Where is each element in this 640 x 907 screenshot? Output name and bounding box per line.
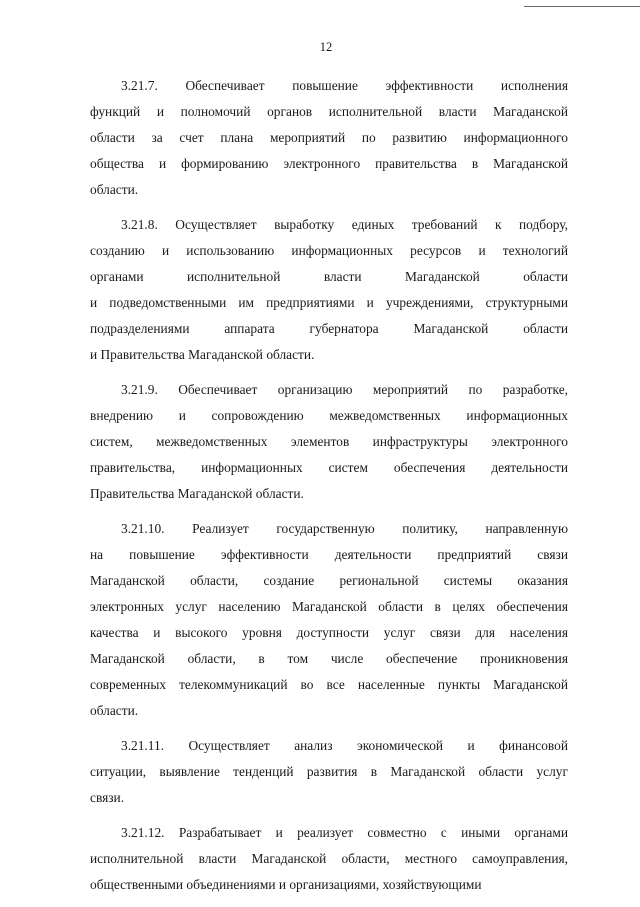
text-line: подразделениями аппарата губернатора Магаданской области — [90, 321, 568, 336]
document-body — [90, 73, 568, 907]
text-line: качества и высокого уровня доступности услуг связи для населения — [90, 625, 568, 640]
text-line: и подведомственными им предприятиями и учреждениями, структурными — [90, 295, 568, 310]
text-line: Магаданской области, создание региональной системы оказания — [90, 573, 568, 588]
page-number: 12 — [319, 40, 333, 54]
text-line: исполнительной власти Магаданской области, местного самоуправления, — [90, 851, 568, 866]
text-line: 3.21.10. Реализует государственную политику, направленную — [121, 521, 568, 536]
text-line: правительства, информационных систем обеспечения деятельности — [90, 460, 568, 475]
text-line: общества и формированию электронного правительства в Магаданской — [90, 156, 568, 171]
text-line: ситуации, выявление тенденций развития в Магаданской области услуг — [90, 764, 568, 779]
paragraph — [90, 212, 568, 368]
text-line: на повышение эффективности деятельности предприятий связи — [90, 547, 568, 562]
text-line: созданию и использованию информационных ресурсов и технологий — [90, 243, 568, 258]
text-line: 3.21.7. Обеспечивает повышение эффективности исполнения — [121, 78, 568, 93]
top-edge-rule — [524, 6, 640, 7]
paragraph — [90, 377, 568, 507]
text-line: области за счет плана мероприятий по развитию информационного — [90, 130, 568, 145]
text-line: Магаданской области, в том числе обеспечение проникновения — [90, 651, 568, 666]
text-line: общественными объединениями и организациями, хозяйствующими — [90, 877, 482, 892]
text-line: 3.21.12. Разрабатывает и реализует совместно с иными органами — [121, 825, 568, 840]
text-line: систем, межведомственных элементов инфраструктуры электронного — [90, 434, 568, 449]
text-line: области. — [90, 703, 139, 718]
text-line: 3.21.8. Осуществляет выработку единых требований к подбору, — [121, 217, 568, 232]
text-line: электронных услуг населению Магаданской области в целях обеспечения — [90, 599, 568, 614]
text-line: и Правительства Магаданской области. — [90, 347, 315, 362]
text-line: функций и полномочий органов исполнительной власти Магаданской — [90, 104, 568, 119]
paragraph — [90, 733, 568, 811]
paragraph — [90, 73, 568, 203]
paragraph — [90, 820, 568, 898]
text-line: связи. — [90, 790, 125, 805]
text-line: 3.21.11. Осуществляет анализ экономической и финансовой — [121, 738, 568, 753]
text-line: Правительства Магаданской области. — [90, 486, 304, 501]
text-line: внедрению и сопровождению межведомственных информационных — [90, 408, 568, 423]
paragraph — [90, 516, 568, 724]
text-line: современных телекоммуникаций во все населенные пункты Магаданской — [90, 677, 568, 692]
text-line: 3.21.9. Обеспечивает организацию мероприятий по разработке, — [121, 382, 568, 397]
text-line: области. — [90, 182, 139, 197]
text-line: органами исполнительной власти Магаданской области — [90, 269, 568, 284]
